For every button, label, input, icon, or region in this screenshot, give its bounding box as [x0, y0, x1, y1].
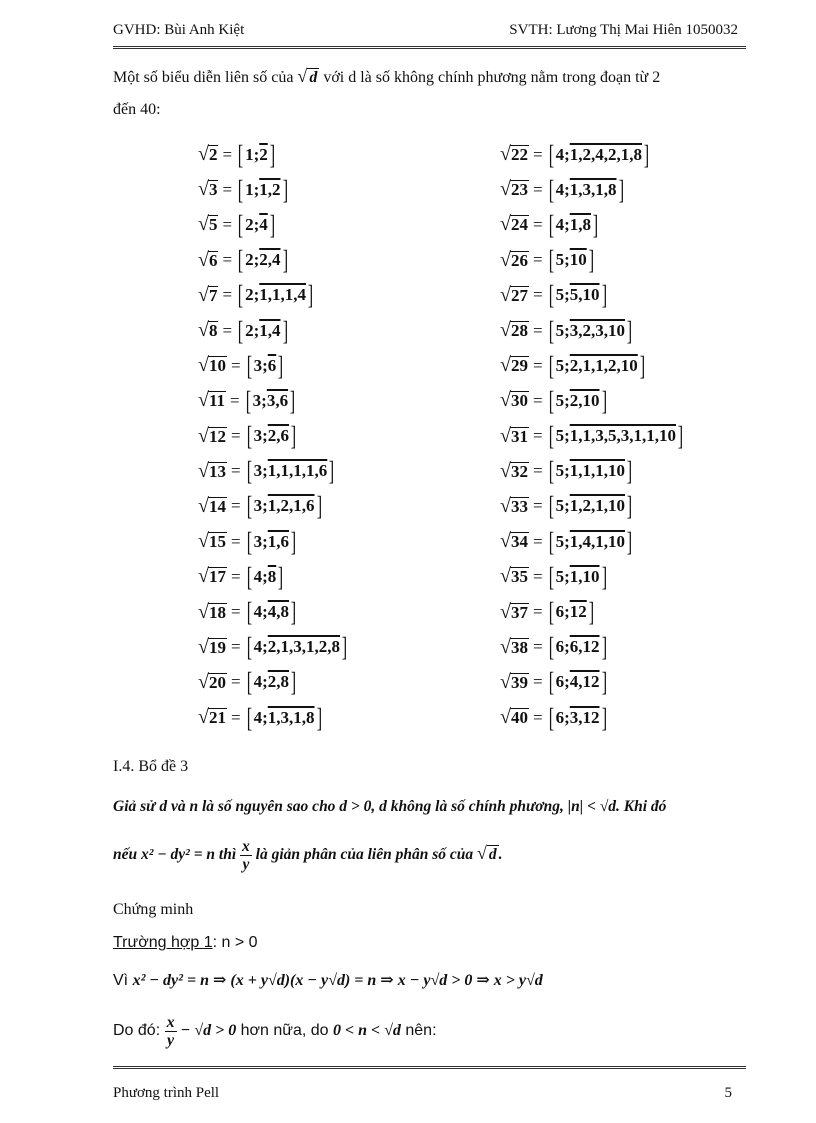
integer-part: 5	[555, 531, 565, 551]
periodic-part: 10	[569, 250, 587, 270]
cf-row-sqrt-30: √ 30 = [ 5 ; 2,10 ]	[500, 385, 607, 416]
cf-row-sqrt-39: √ 39 = [ 6 ; 4,12 ]	[500, 667, 607, 698]
cf-row-sqrt-15: √ 15 = [ 3 ; 1,6 ]	[198, 526, 297, 557]
periodic-part: 1,1,1,10	[569, 461, 625, 481]
periodic-part: 1,1,1,4	[259, 285, 306, 305]
integer-part: 3	[253, 461, 263, 481]
integer-part: 4	[253, 566, 263, 586]
cf-row-sqrt-6: √ 6 = [ 2 ; 2,4 ]	[198, 245, 288, 276]
radical-sign: √	[500, 424, 511, 447]
page-number: 5	[724, 1085, 732, 1101]
cf-row-sqrt-22: √ 22 = [ 4 ; 1,2,4,2,1,8 ]	[500, 139, 650, 170]
radical-sign: √	[198, 600, 209, 623]
radicand: 19	[208, 637, 226, 657]
periodic-part: 1,2	[259, 179, 281, 199]
periodic-part: 1,2,4,2,1,8	[569, 144, 642, 164]
intro-text: Một số biểu diễn liên số của	[113, 69, 298, 86]
periodic-part: 1,10	[569, 566, 600, 586]
page-header	[113, 22, 738, 44]
radicand: 38	[510, 637, 528, 657]
periodic-part: 1,2,1,6	[267, 496, 315, 516]
radicand: 12	[208, 426, 226, 446]
periodic-part: 4	[259, 214, 268, 234]
radical-sign: √	[198, 389, 209, 412]
lemma-line-2: nếu x² − dy² = n thì $\frac{x}{y}$ là giản phân của liên phân số của √ d .	[113, 838, 503, 873]
integer-part: 4	[253, 602, 263, 622]
radicand: 30	[510, 391, 528, 411]
radical-sign: √	[198, 319, 209, 342]
radical-sign: √	[500, 178, 511, 201]
periodic-part: 2	[259, 144, 268, 164]
integer-part: 6	[555, 602, 565, 622]
periodic-part: 4,12	[569, 672, 600, 692]
radicand: 40	[510, 708, 528, 728]
radical-sign: √	[500, 706, 511, 729]
cf-row-sqrt-26: √ 26 = [ 5 ; 10 ]	[500, 245, 594, 276]
header-student: SVTH: Lương Thị Mai Hiên 1050032	[509, 22, 738, 38]
radical-sign: √	[198, 670, 209, 693]
integer-part: 1	[245, 179, 254, 199]
integer-part: 2	[245, 250, 254, 270]
cf-row-sqrt-29: √ 29 = [ 5 ; 2,1,1,2,10 ]	[500, 350, 645, 381]
radicand: 31	[510, 426, 528, 446]
periodic-part: 6	[267, 355, 277, 375]
radicand: 14	[208, 496, 226, 516]
radical-sign: √	[198, 143, 209, 166]
lemma-fraction: $\frac{x}{y}$	[242, 838, 250, 873]
cf-row-sqrt-28: √ 28 = [ 5 ; 3,2,3,10 ]	[500, 315, 633, 346]
radicand: 22	[510, 145, 528, 165]
integer-part: 1	[245, 144, 254, 164]
cf-row-sqrt-19: √ 19 = [ 4 ; 2,1,3,1,2,8 ]	[198, 632, 348, 663]
periodic-part: 2,8	[267, 672, 289, 692]
integer-part: 3	[253, 355, 263, 375]
radical-sign: √	[500, 600, 511, 623]
proof-equation-1: x² − dy² = n ⇒ (x + y√d)(x − y√d) = n ⇒ x − y√d > 0 ⇒ x > y√d	[132, 972, 543, 989]
case-1-label: Trường hợp 1	[113, 934, 213, 951]
integer-part: 3	[253, 531, 263, 551]
radical-sign: √	[500, 283, 511, 306]
periodic-part: 1,1,1,1,6	[267, 461, 328, 481]
cf-row-sqrt-12: √ 12 = [ 3 ; 2,6 ]	[198, 421, 297, 452]
cf-row-sqrt-3: √ 3 = [ 1 ; 1,2 ]	[198, 174, 288, 205]
cf-row-sqrt-13: √ 13 = [ 3 ; 1,1,1,1,6 ]	[198, 456, 335, 487]
cf-row-sqrt-21: √ 21 = [ 4 ; 1,3,1,8 ]	[198, 702, 322, 733]
periodic-part: 3,6	[266, 390, 289, 410]
integer-part: 4	[555, 214, 565, 234]
radicand: 33	[510, 496, 528, 516]
periodic-part: 1,3,1,8	[267, 707, 315, 727]
integer-part: 4	[253, 672, 263, 692]
cf-column-right	[500, 137, 685, 735]
integer-part: 4	[253, 707, 263, 727]
integer-part: 4	[253, 637, 263, 657]
cf-row-sqrt-32: √ 32 = [ 5 ; 1,1,1,10 ]	[500, 456, 633, 487]
intro-text-3: đến 40:	[113, 101, 161, 118]
integer-part: 6	[555, 672, 565, 692]
radicand: 29	[510, 356, 528, 376]
radicand: 28	[510, 321, 528, 341]
lemma-equation: x² − dy² = n	[141, 846, 216, 864]
radicand: 10	[208, 356, 226, 376]
radical-sign: √	[198, 283, 209, 306]
radicand: 34	[510, 532, 528, 552]
integer-part: 4	[555, 179, 565, 199]
radicand: 20	[208, 672, 226, 692]
cf-row-sqrt-23: √ 23 = [ 4 ; 1,3,1,8 ]	[500, 174, 624, 205]
radicand: 35	[510, 567, 528, 587]
radicand: 11	[208, 391, 226, 411]
header-rule	[113, 46, 746, 49]
proof-line-2: Do đó: $\frac{x}{y}$ − √d > 0 hơn nữa, do 0 < n < √d nên:	[113, 1014, 437, 1049]
proof-title: Chứng minh	[113, 901, 194, 918]
cf-row-sqrt-24: √ 24 = [ 4 ; 1,8 ]	[500, 209, 599, 240]
radical-sign: √	[198, 565, 209, 588]
cf-row-sqrt-33: √ 33 = [ 5 ; 1,2,1,10 ]	[500, 491, 633, 522]
radicand: 32	[510, 461, 528, 481]
cf-row-sqrt-8: √ 8 = [ 2 ; 1,4 ]	[198, 315, 288, 346]
proof-fraction: $\frac{x}{y}$	[166, 1014, 175, 1049]
radical-sign: √	[500, 248, 511, 271]
radicand: 27	[510, 285, 528, 305]
intro-text-2: với d là số không chính phương nằm trong đoạn từ 2	[319, 69, 661, 86]
radicand: 8	[208, 321, 218, 341]
integer-part: 2	[245, 214, 254, 234]
periodic-part: 1,8	[569, 214, 591, 234]
integer-part: 3	[253, 496, 263, 516]
radical-sign: √	[500, 354, 511, 377]
integer-part: 5	[555, 390, 565, 410]
radical-sign: √	[500, 670, 511, 693]
radical-sign: √	[198, 354, 209, 377]
periodic-part: 1,2,1,10	[569, 496, 625, 516]
integer-part: 6	[555, 707, 565, 727]
cf-row-sqrt-10: √ 10 = [ 3 ; 6 ]	[198, 350, 284, 381]
footer-title: Phương trình Pell	[113, 1085, 220, 1101]
radical-sign: √	[198, 635, 209, 658]
radicand: 13	[208, 461, 226, 481]
integer-part: 5	[555, 355, 565, 375]
case-1-heading: Trường hợp 1: n > 0	[113, 934, 258, 951]
radical-sign: √	[198, 459, 209, 482]
radical-sign: √	[500, 319, 511, 342]
integer-part: 2	[245, 320, 254, 340]
integer-part: 5	[555, 566, 565, 586]
periodic-part: 2,1,3,1,2,8	[267, 637, 340, 657]
radicand: 7	[208, 285, 218, 305]
periodic-part: 3,2,3,10	[569, 320, 625, 340]
proof-inequality: 0 < n < √d	[333, 1022, 401, 1040]
radicand: 2	[208, 145, 218, 165]
cf-row-sqrt-37: √ 37 = [ 6 ; 12 ]	[500, 597, 594, 628]
radical-sign: √	[198, 530, 209, 553]
cf-row-sqrt-7: √ 7 = [ 2 ; 1,1,1,4 ]	[198, 280, 314, 311]
cf-row-sqrt-38: √ 38 = [ 6 ; 6,12 ]	[500, 632, 607, 663]
cf-row-sqrt-31: √ 31 = [ 5 ; 1,1,3,5,3,1,1,10 ]	[500, 421, 684, 452]
periodic-part: 4,8	[267, 602, 289, 622]
intro-paragraph	[113, 60, 743, 126]
lemma-sqrt-d: √ d	[477, 843, 497, 864]
integer-part: 2	[245, 285, 254, 305]
radicand: 26	[510, 250, 528, 270]
integer-part: 6	[555, 637, 565, 657]
radicand: 23	[510, 180, 528, 200]
periodic-part: 1,4	[259, 320, 281, 340]
integer-part: 5	[555, 320, 565, 340]
periodic-part: 8	[267, 566, 277, 586]
lemma-condition: |n| < √d	[567, 798, 617, 815]
radicand: 3	[208, 180, 218, 200]
periodic-part: 2,4	[259, 250, 281, 270]
cf-row-sqrt-14: √ 14 = [ 3 ; 1,2,1,6 ]	[198, 491, 322, 522]
integer-part: 5	[555, 496, 565, 516]
cf-row-sqrt-17: √ 17 = [ 4 ; 8 ]	[198, 561, 284, 592]
periodic-part: 2,6	[267, 426, 289, 446]
radical-sign: √	[198, 706, 209, 729]
radicand: 15	[208, 532, 226, 552]
radical-sign: √	[198, 178, 209, 201]
cf-row-sqrt-2: √ 2 = [ 1 ; 2 ]	[198, 139, 275, 170]
radical-sign: √	[198, 248, 209, 271]
footer-rule	[113, 1066, 746, 1069]
periodic-part: 2,10	[569, 390, 600, 410]
cf-row-sqrt-40: √ 40 = [ 6 ; 3,12 ]	[500, 702, 607, 733]
sqrt-d: √ d	[297, 66, 318, 86]
header-advisor: GVHD: Bùi Anh Kiệt	[113, 22, 245, 38]
cf-row-sqrt-20: √ 20 = [ 4 ; 2,8 ]	[198, 667, 297, 698]
periodic-part: 5,10	[569, 285, 600, 305]
integer-part: 3	[253, 426, 263, 446]
radical-sign: √	[500, 635, 511, 658]
periodic-part: 1,6	[267, 531, 289, 551]
periodic-part: 1,3,1,8	[569, 179, 617, 199]
radicand: 37	[510, 602, 528, 622]
proof-line-1: Vì x² − dy² = n ⇒ (x + y√d)(x − y√d) = n ⇒ x − y√d > 0 ⇒ x > y√d	[113, 972, 543, 989]
radical-sign: √	[198, 494, 209, 517]
integer-part: 5	[555, 461, 565, 481]
radicand: 6	[208, 250, 218, 270]
radical-sign: √	[500, 213, 511, 236]
radicand: 39	[510, 672, 528, 692]
cf-row-sqrt-11: √ 11 = [ 3 ; 3,6 ]	[198, 385, 296, 416]
periodic-part: 6,12	[569, 637, 600, 657]
cf-row-sqrt-5: √ 5 = [ 2 ; 4 ]	[198, 209, 275, 240]
radical-sign: √	[500, 494, 511, 517]
integer-part: 5	[555, 426, 565, 446]
radical-sign: √	[500, 143, 511, 166]
radicand: 5	[208, 215, 218, 235]
cf-column-left	[198, 137, 349, 735]
radical-sign: √	[500, 565, 511, 588]
radical-sign: √	[500, 389, 511, 412]
radical-sign: √	[500, 459, 511, 482]
integer-part: 4	[555, 144, 565, 164]
cf-row-sqrt-34: √ 34 = [ 5 ; 1,4,1,10 ]	[500, 526, 633, 557]
cf-row-sqrt-18: √ 18 = [ 4 ; 4,8 ]	[198, 597, 297, 628]
radical-sign: √	[198, 213, 209, 236]
cf-row-sqrt-35: √ 35 = [ 5 ; 1,10 ]	[500, 561, 607, 592]
periodic-part: 1,1,3,5,3,1,1,10	[569, 426, 676, 446]
periodic-part: 1,4,1,10	[569, 531, 625, 551]
radicand: 17	[208, 567, 226, 587]
radicand: 18	[208, 602, 226, 622]
integer-part: 3	[252, 390, 262, 410]
section-title: I.4. Bổ đề 3	[113, 758, 189, 775]
periodic-part: 12	[569, 602, 587, 622]
radical-sign: √	[198, 424, 209, 447]
radicand: 24	[510, 215, 528, 235]
integer-part: 5	[555, 250, 565, 270]
radical-sign: √	[500, 530, 511, 553]
cf-row-sqrt-27: √ 27 = [ 5 ; 5,10 ]	[500, 280, 607, 311]
periodic-part: 3,12	[569, 707, 600, 727]
radicand: 21	[208, 708, 226, 728]
lemma-line-1: Giả sử d và n là số nguyên sao cho d > 0, d không là số chính phương, |n| < √d. Khi đó	[113, 798, 667, 815]
periodic-part: 2,1,1,2,10	[569, 355, 638, 375]
integer-part: 5	[555, 285, 565, 305]
